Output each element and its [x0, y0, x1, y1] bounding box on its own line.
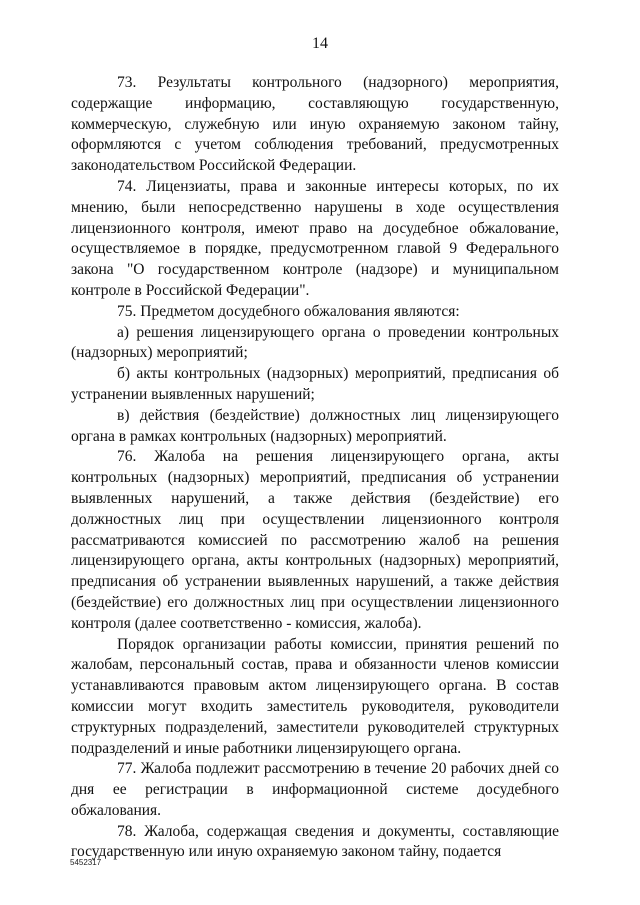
document-body	[71, 73, 559, 863]
paragraph-73: 73. Результаты контрольного (надзорного) мероприятия, содержащие информацию, составляющую государственную, коммерческую, служебную или иную охраняемую законом тайну, оформляются с учетом соблюдения требований, предусмотренных законодательством Российской Федерации.	[71, 74, 559, 175]
paragraph-commission-procedure: Порядок организации работы комиссии, принятия решений по жалобам, персональный состав, права и обязанности членов комиссии устанавливаются правовым актом лицензирующего органа. В состав комиссии могут входить заместитель руководителя, руководители структурных подразделений, заместители руководителей структурных подразделений и иные работники лицензирующего органа.	[71, 635, 559, 757]
paragraph-75: 75. Предметом досудебного обжалования являются:	[117, 302, 460, 320]
list-item-v: в) действия (бездействие) должностных лиц лицензирующего органа в рамках контрольных (надзорных) мероприятий.	[71, 406, 559, 445]
list-item-b: б) акты контрольных (надзорных) мероприятий, предписания об устранении выявленных нарушений;	[71, 365, 559, 403]
page-number: 14	[312, 35, 328, 52]
paragraph-77: 77. Жалоба подлежит рассмотрению в течение 20 рабочих дней со дня ее регистрации в информационной системе досудебного обжалования.	[71, 760, 559, 819]
list-item-a: а) решения лицензирующего органа о проведении контрольных (надзорных) мероприятий;	[71, 323, 559, 362]
paragraph-78: 78. Жалоба, содержащая сведения и документы, составляющие государственную или иную охраняемую законом тайну, подается	[71, 822, 559, 861]
document-code: 5452317	[70, 858, 102, 867]
paragraph-76: 76. Жалоба на решения лицензирующего органа, акты контрольных (надзорных) мероприятий, предписания об устранении выявленных нарушений, а также действия (бездействие) его должностных лиц при осуществлении лицензионного контроля рассматриваются комиссией по рассмотрению жалоб на решения лицензирующего органа, акты контрольных (надзорных) мероприятий, предписания об устранении выявленных нарушений, а также действия (бездействие) его должностных лиц при осуществлении лицензионного контроля (далее соответственно - комиссия, жалоба).	[71, 448, 559, 632]
paragraph-74: 74. Лицензиаты, права и законные интересы которых, по их мнению, были непосредственно нарушены в ходе осуществления лицензионного контроля, имеют право на досудебное обжалование, осуществляемое в порядке, предусмотренном главой 9 Федерального закона "О государственном контроле (надзоре) и муниципальном контроле в Российской Федерации".	[71, 177, 559, 299]
